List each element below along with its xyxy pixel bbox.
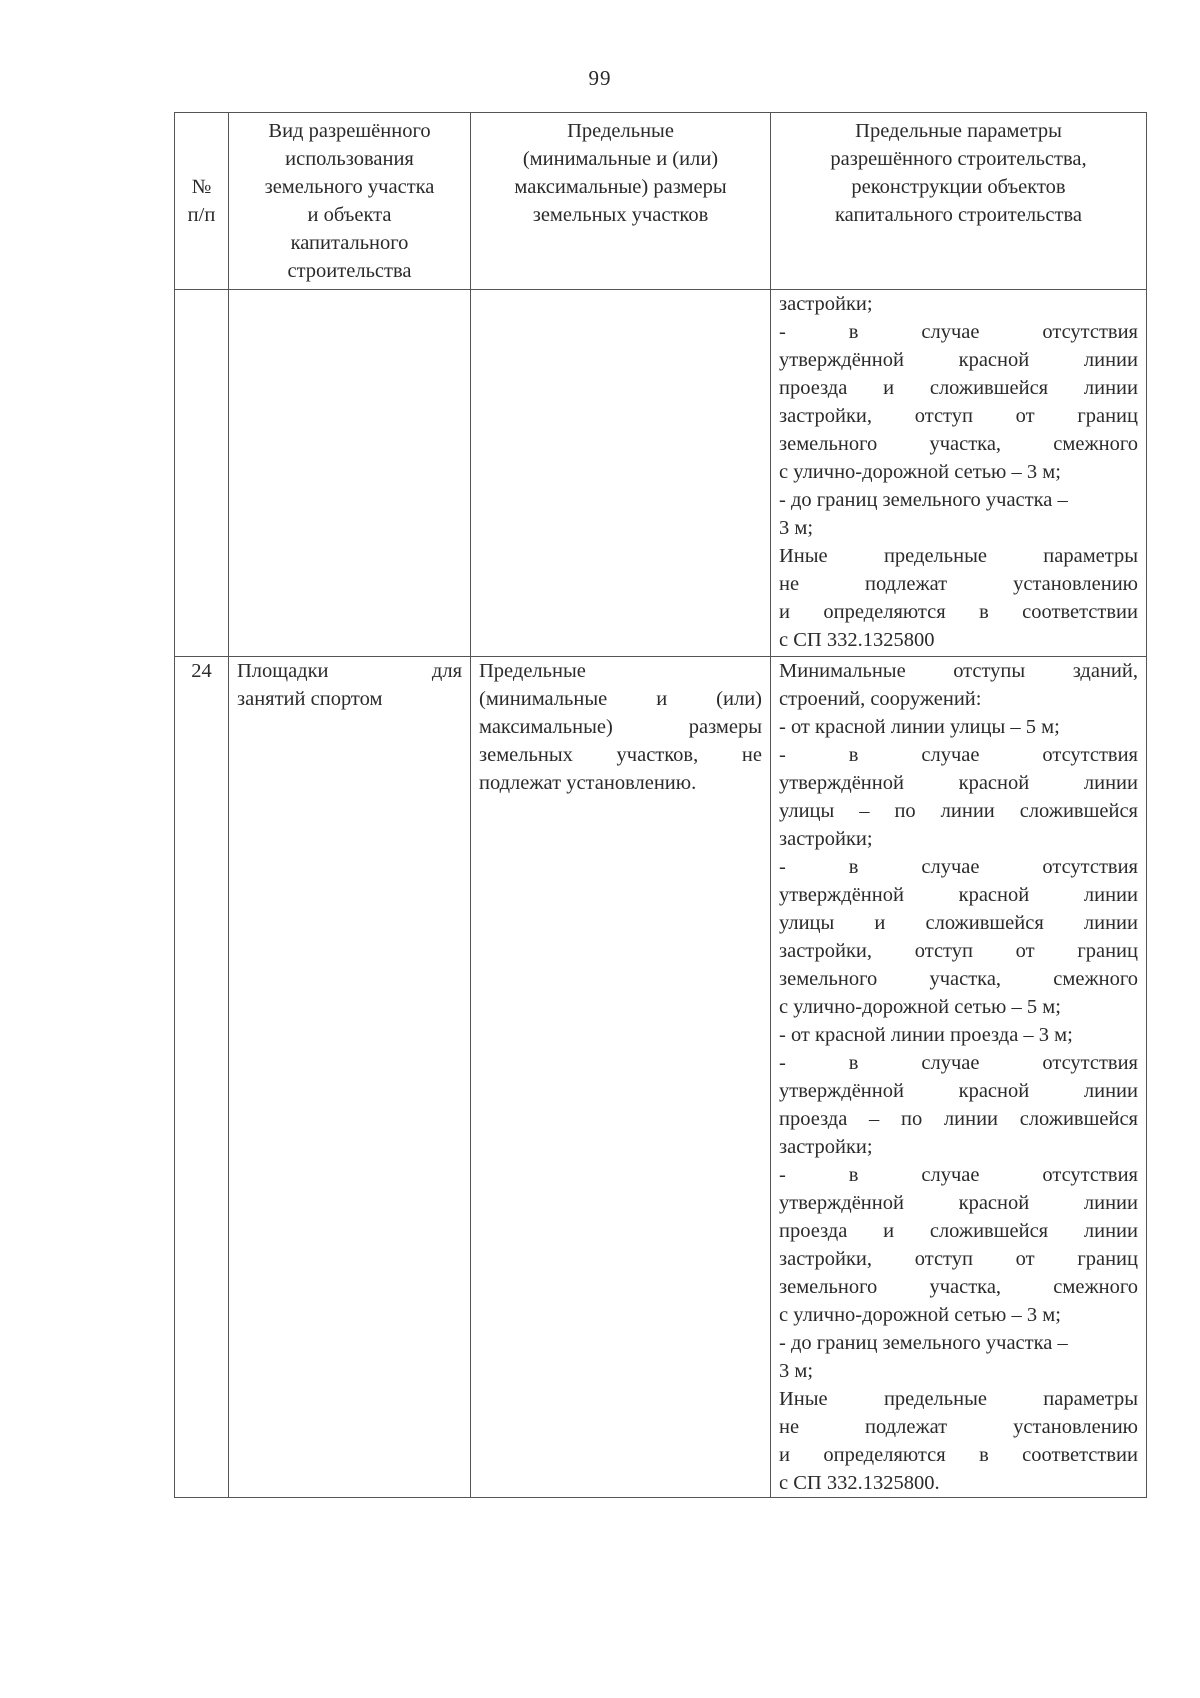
header-line: Вид разрешённого: [268, 120, 431, 142]
text-line: - в случае отсутствия: [779, 1052, 1138, 1074]
header-line: строительства: [287, 260, 412, 282]
text-line: застройки, отступ от границ: [779, 1248, 1138, 1270]
text-line: утверждённой красной линии: [779, 884, 1138, 906]
text-line: застройки, отступ от границ: [779, 405, 1138, 427]
cell-construction-params: [771, 657, 1147, 1498]
text-line: Иные предельные параметры: [779, 1388, 1138, 1410]
text-line: строений, сооружений:: [779, 688, 982, 710]
text-line: максимальные) размеры: [479, 716, 762, 738]
text-line: утверждённой красной линии: [779, 1192, 1138, 1214]
text-line: - в случае отсутствия: [779, 321, 1138, 343]
header-number-line: п/п: [187, 204, 216, 226]
text-line: проезда и сложившейся линии: [779, 377, 1138, 399]
header-line: капитального строительства: [835, 204, 1082, 226]
text-line: Предельные: [479, 660, 586, 682]
text-line: - в случае отсутствия: [779, 856, 1138, 878]
header-line: земельного участка: [264, 176, 435, 198]
cell-construction-params: [771, 290, 1147, 657]
text-line: (минимальные и (или): [479, 688, 762, 710]
text-line: с улично-дорожной сетью – 5 м;: [779, 996, 1061, 1018]
header-line: и объекта: [307, 204, 392, 226]
text-line: - до границ земельного участка –: [779, 489, 1068, 511]
text-line: утверждённой красной линии: [779, 349, 1138, 371]
text-line: и определяются в соответствии: [779, 601, 1138, 623]
text-line: улицы – по линии сложившейся: [779, 800, 1138, 822]
table-header-row: [175, 113, 1147, 290]
text-line: проезда – по линии сложившейся: [779, 1108, 1138, 1130]
text-line: занятий спортом: [237, 688, 383, 710]
text-line: - в случае отсутствия: [779, 1164, 1138, 1186]
header-line: Предельные параметры: [855, 120, 1062, 142]
cell-permitted-use: [229, 657, 471, 1498]
text-line: земельных участков, не: [479, 744, 762, 766]
text-line: - до границ земельного участка –: [779, 1332, 1068, 1354]
header-line: (минимальные и (или): [522, 148, 719, 170]
text-line: Площадки для: [237, 660, 462, 682]
text-line: застройки, отступ от границ: [779, 940, 1138, 962]
header-plot-size: [471, 113, 771, 290]
header-line: капитального: [290, 232, 409, 254]
header-line: Предельные: [567, 120, 674, 142]
cell-number: 24: [175, 657, 229, 1498]
text-line: с СП 332.1325800: [779, 629, 935, 651]
cell-plot-size: [471, 290, 771, 657]
text-line: утверждённой красной линии: [779, 772, 1138, 794]
text-line: земельного участка, смежного: [779, 968, 1138, 990]
table-row-24: [175, 657, 1147, 1498]
header-permitted-use: [229, 113, 471, 290]
text-line: не подлежат установлению: [779, 573, 1138, 595]
text-line: 3 м;: [779, 1360, 814, 1382]
text-line: и определяются в соответствии: [779, 1444, 1138, 1466]
header-line: реконструкции объектов: [851, 176, 1066, 198]
text-line: - от красной линии проезда – 3 м;: [779, 1024, 1073, 1046]
header-number: [175, 113, 229, 290]
text-line: улицы и сложившейся линии: [779, 912, 1138, 934]
text-line: застройки;: [779, 1136, 873, 1158]
text-line: с улично-дорожной сетью – 3 м;: [779, 461, 1061, 483]
header-line: земельных участков: [532, 204, 709, 226]
text-line: Минимальные отступы зданий,: [779, 660, 1138, 682]
text-line: застройки;: [779, 293, 873, 315]
regulations-table: [174, 112, 1147, 1498]
page-number: 99: [588, 66, 612, 90]
text-line: земельного участка, смежного: [779, 433, 1138, 455]
text-line: проезда и сложившейся линии: [779, 1220, 1138, 1242]
text-line: - от красной линии улицы – 5 м;: [779, 716, 1060, 738]
cell-permitted-use: [229, 290, 471, 657]
text-line: земельного участка, смежного: [779, 1276, 1138, 1298]
text-line: - в случае отсутствия: [779, 744, 1138, 766]
text-line: с улично-дорожной сетью – 3 м;: [779, 1304, 1061, 1326]
text-line: Иные предельные параметры: [779, 545, 1138, 567]
table-row-continued: [175, 290, 1147, 657]
text-line: застройки;: [779, 828, 873, 850]
text-line: подлежат установлению.: [479, 772, 697, 794]
cell-number: [175, 290, 229, 657]
cell-plot-size: [471, 657, 771, 1498]
text-line: с СП 332.1325800.: [779, 1472, 940, 1494]
text-line: не подлежат установлению: [779, 1416, 1138, 1438]
header-line: разрешённого строительства,: [830, 148, 1087, 170]
header-line: максимальные) размеры: [514, 176, 727, 198]
text-line: 3 м;: [779, 517, 814, 539]
text-line: утверждённой красной линии: [779, 1080, 1138, 1102]
header-number-line: №: [191, 176, 212, 198]
header-line: использования: [285, 148, 414, 170]
header-construction-params: [771, 113, 1147, 290]
